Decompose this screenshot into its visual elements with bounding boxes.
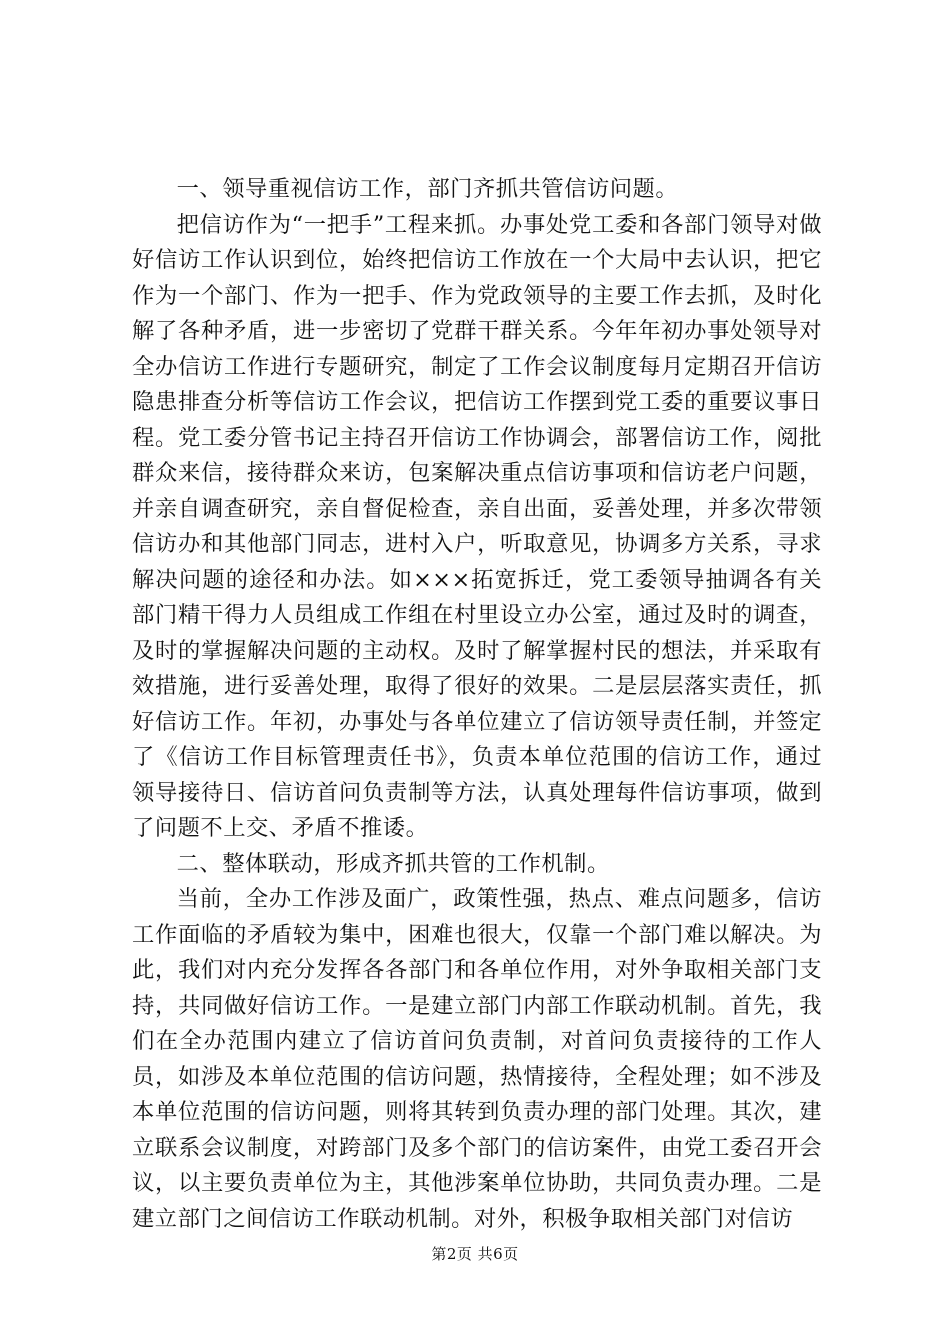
page-number-footer: 第2页 共6页 xyxy=(431,1245,519,1263)
document-body xyxy=(132,172,822,1237)
body-paragraph-2: 当前，全办工作涉及面广，政策性强，热点、难点问题多，信访工作面临的矛盾较为集中，困难也很大，仅靠一个部门难以解决。为此，我们对内充分发挥各各部门和各单位作用，对外争取相关部门支持，共同做好信访工作。一是建立部门内部工作联动机制。首先，我们在全办范围内建立了信访首问负责制，对首问负责接待的工作人员，如涉及本单位范围的信访问题，热情接待，全程处理；如不涉及本单位范围的信访问题，则将其转到负责办理的部门处理。其次，建立联系会议制度，对跨部门及多个部门的信访案件，由党工委召开会议，以主要负责单位为主，其他涉案单位协助，共同负责办理。二是建立部门之间信访工作联动机制。对外，积极争取相关部门对信访 xyxy=(132,886,822,1232)
section-heading-1: 一、领导重视信访工作，部门齐抓共管信访问题。 xyxy=(176,176,679,202)
section-heading-2: 二、整体联动，形成齐抓共管的工作机制。 xyxy=(176,850,610,877)
body-paragraph-1: 把信访作为“一把手”工程来抓。办事处党工委和各部门领导对做好信访工作认识到位，始终把信访工作放在一个大局中去认识，把它作为一个部门、作为一把手、作为党政领导的主要工作去抓，及时化解了各种矛盾，进一步密切了党群干群关系。今年年初办事处领导对全办信访工作进行专题研究，制定了工作会议制度每月定期召开信访隐患排查分析等信访工作会议，把信访工作摆到党工委的重要议事日程。党工委分管书记主持召开信访工作协调会，部署信访工作，阅批群众来信，接待群众来访，包案解决重点信访事项和信访老户问题，并亲自调查研究，亲自督促检查，亲自出面，妥善处理，并多次带领信访办和其他部门同志，进村入户，听取意见，协调多方关系，寻求解决问题的途径和办法。如×××拓宽拆迁，党工委领导抽调各有关部门精干得力人员组成工作组在村里设立办公室，通过及时的调查，及时的掌握解决问题的主动权。及时了解掌握村民的想法，并采取有效措施，进行妥善处理，取得了很好的效果。二是层层落实责任，抓好信访工作。年初，办事处与各单位建立了信访领导责任制，并签定了《信访工作目标管理责任书》，负责本单位范围的信访工作，通过领导接待日、信访首问负责制等方法，认真处理每件信访事项，做到了问题不上交、矛盾不推诿。 xyxy=(132,211,822,841)
